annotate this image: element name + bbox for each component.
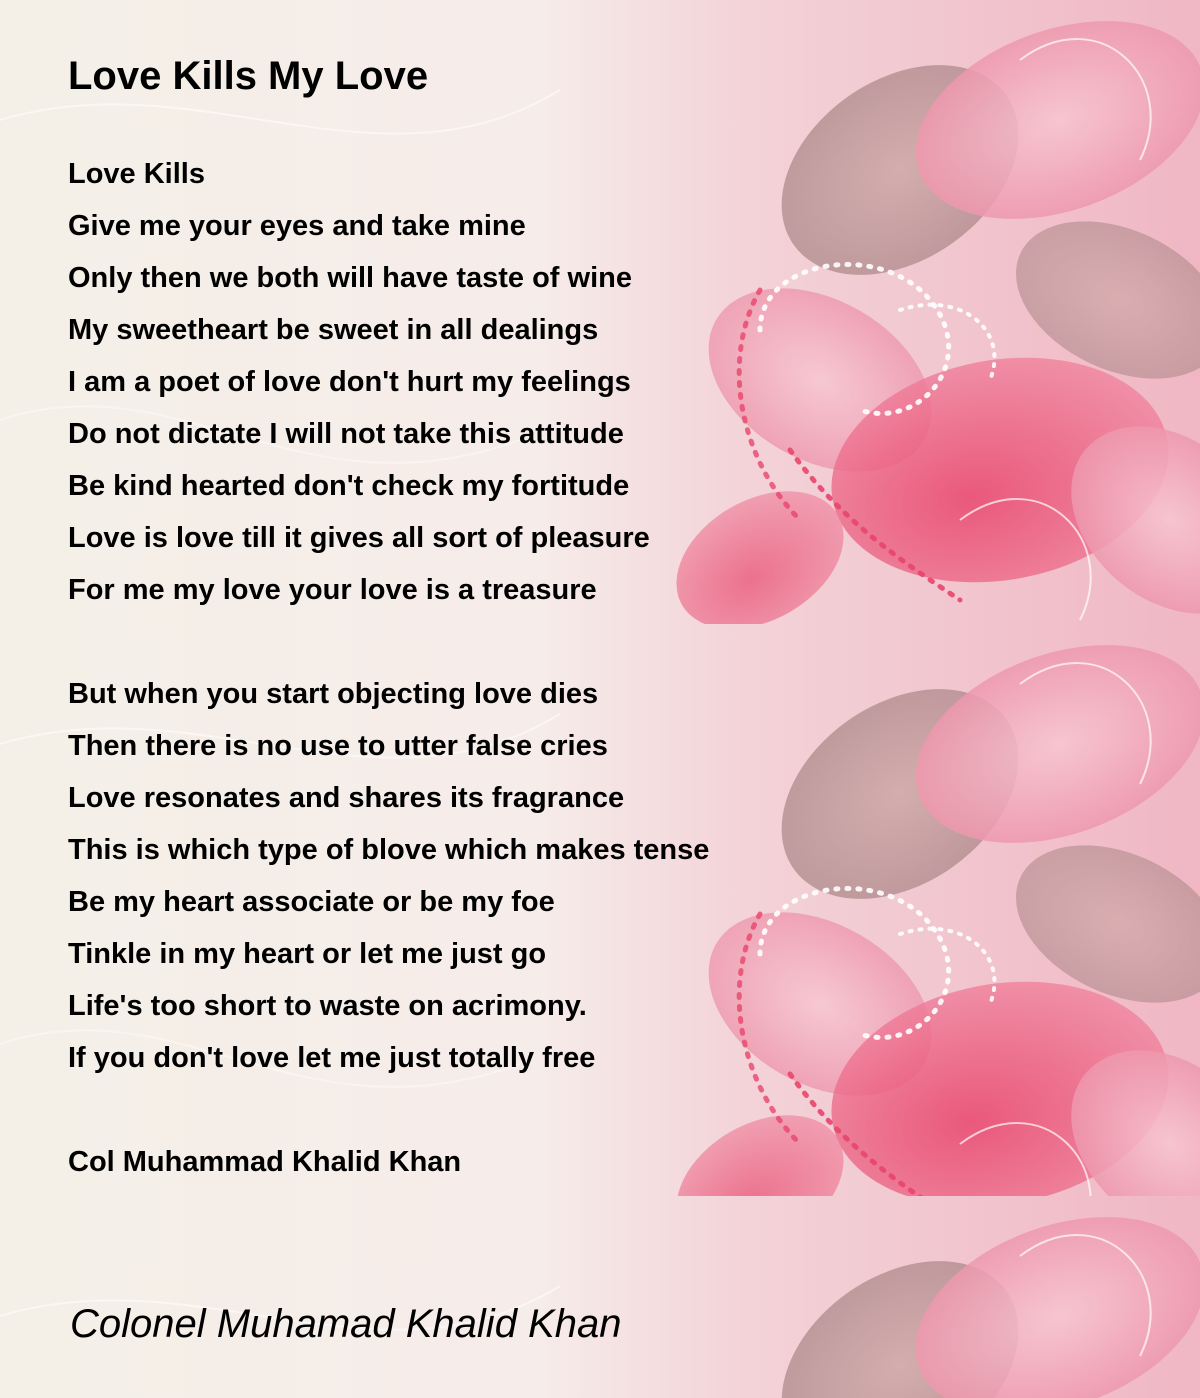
poem-line: Then there is no use to utter false cries [68,730,608,762]
poem-line: For me my love your love is a treasure [68,574,597,606]
poem-line: Do not dictate I will not take this attitude [68,418,624,450]
poem-line: This is which type of blove which makes tense [68,834,710,866]
stanza-1 [68,148,650,616]
poem-line: Be kind hearted don't check my fortitude [68,470,630,502]
footer-author-name: Colonel Muhamad Khalid Khan [70,1302,622,1346]
poem-line: Love Kills [68,158,205,190]
poem-line: Tinkle in my heart or let me just go [68,938,547,970]
poem-line: My sweetheart be sweet in all dealings [68,314,599,346]
poem-line: Only then we both will have taste of wine [68,262,632,294]
poem-line: Love resonates and shares its fragrance [68,782,625,814]
poem-line: Love is love till it gives all sort of pleasure [68,522,650,554]
poem-line: If you don't love let me just totally free [68,1042,596,1074]
poem-line: Give me your eyes and take mine [68,210,526,242]
poem-title: Love Kills My Love [68,54,429,98]
poem-line: I am a poet of love don't hurt my feelings [68,366,631,398]
poem-line: Be my heart associate or be my foe [68,886,555,918]
poem-author: Col Muhammad Khalid Khan [68,1146,462,1178]
poem-line: But when you start objecting love dies [68,678,599,710]
stanza-2 [68,668,709,1084]
poem-line: Life's too short to waste on acrimony. [68,990,587,1022]
